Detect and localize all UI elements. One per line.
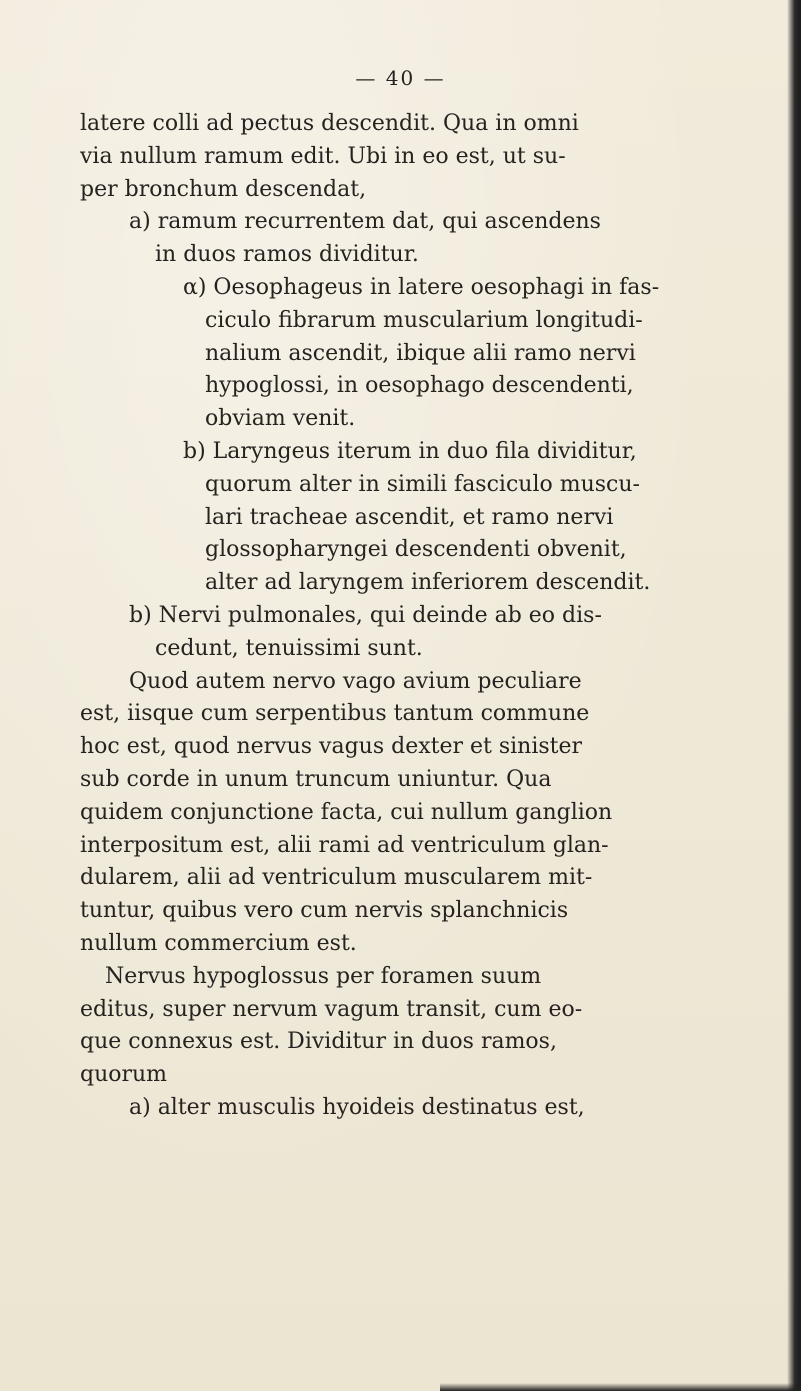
text-line: est, iisque cum serpentibus tantum commune xyxy=(80,701,590,727)
text-line: nalium ascendit, ibique alii ramo nervi xyxy=(205,340,636,366)
text-line: quorum xyxy=(80,1062,168,1088)
text-line: quorum alter in simili fasciculo muscu- xyxy=(205,471,640,497)
dash-left: — xyxy=(355,66,386,90)
page-header xyxy=(0,66,801,90)
text-line: glossopharyngei descendenti obvenit, xyxy=(205,537,627,563)
text-line: via nullum ramum edit. Ubi in eo est, ut su- xyxy=(80,143,566,169)
text-line: per bronchum descendat, xyxy=(80,176,367,202)
text-line: nullum commercium est. xyxy=(80,930,357,956)
dash-right: — xyxy=(415,66,446,90)
text-line: in duos ramos dividitur. xyxy=(155,242,419,268)
page-bottom-shadow xyxy=(440,1383,801,1391)
page-number: 40 xyxy=(385,66,416,90)
text-line: cedunt, tenuissimi sunt. xyxy=(155,635,423,661)
text-line: b) Nervi pulmonales, qui deinde ab eo dis- xyxy=(129,602,602,628)
text-line: que connexus est. Dividitur in duos ramos, xyxy=(80,1029,557,1055)
text-line: a) ramum recurrentem dat, qui ascendens xyxy=(129,209,601,235)
text-line: Quod autem nervo vago avium peculiare xyxy=(129,668,582,694)
body-text xyxy=(80,108,770,1125)
text-line: alter ad laryngem inferiorem descendit. xyxy=(205,570,651,596)
text-line: α) Oesophageus in latere oesophagi in fas- xyxy=(183,274,660,300)
text-line: Nervus hypoglossus per foramen suum xyxy=(105,963,542,989)
text-line: hoc est, quod nervus vagus dexter et sinister xyxy=(80,734,583,760)
text-line: b) Laryngeus iterum in duo fila dividitur, xyxy=(183,438,637,464)
text-line: quidem conjunctione facta, cui nullum ganglion xyxy=(80,799,613,825)
text-line: dularem, alii ad ventriculum muscularem mit- xyxy=(80,865,593,891)
text-line: lari tracheae ascendit, et ramo nervi xyxy=(205,504,614,530)
text-line: ciculo fibrarum muscularium longitudi- xyxy=(205,307,643,333)
text-line: tuntur, quibus vero cum nervis splanchnicis xyxy=(80,898,569,924)
text-line: interpositum est, alii rami ad ventriculum glan- xyxy=(80,832,609,858)
page-edge-shadow xyxy=(787,0,801,1391)
text-line: editus, super nervum vagum transit, cum eo- xyxy=(80,996,583,1022)
text-line: a) alter musculis hyoideis destinatus est, xyxy=(129,1094,585,1120)
text-line: sub corde in unum truncum uniuntur. Qua xyxy=(80,766,552,792)
text-line: hypoglossi, in oesophago descendenti, xyxy=(205,373,634,399)
text-line: obviam venit. xyxy=(205,406,356,432)
text-line: latere colli ad pectus descendit. Qua in omni xyxy=(80,111,579,136)
